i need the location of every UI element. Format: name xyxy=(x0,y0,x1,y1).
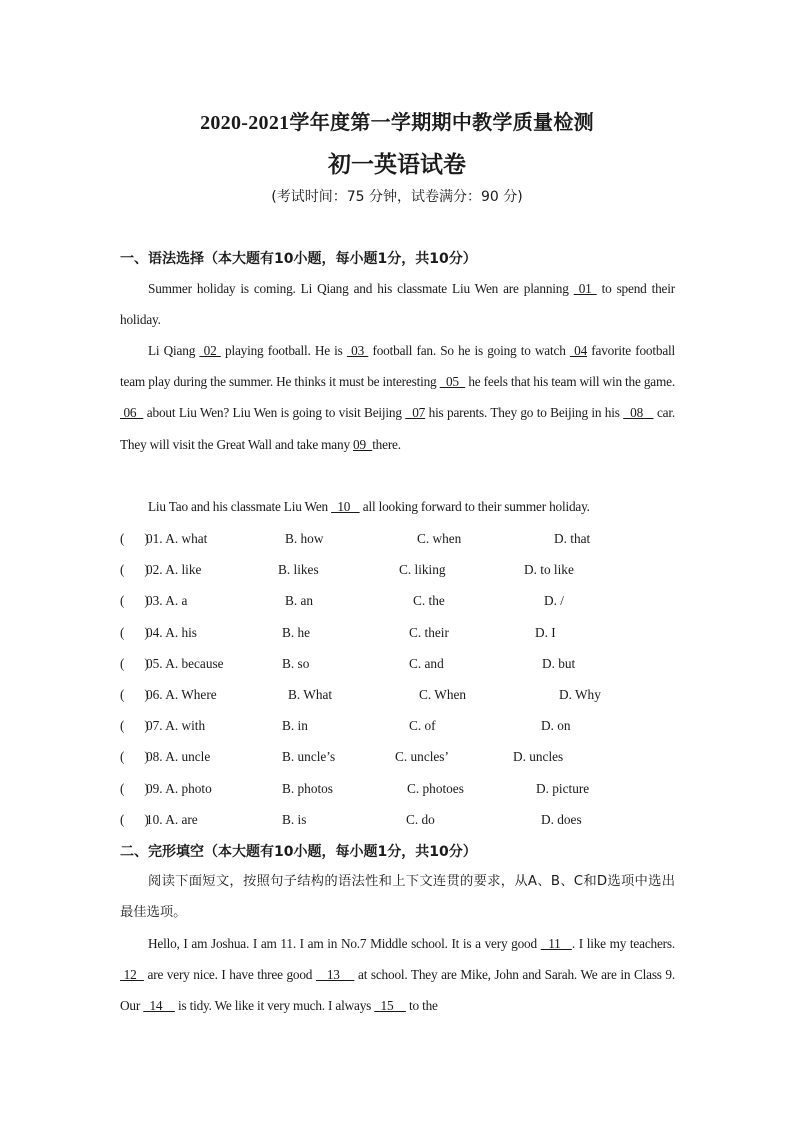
option-c: C. the xyxy=(413,593,445,608)
answer-paren[interactable]: ( ) xyxy=(120,812,149,827)
answer-paren[interactable]: ( ) xyxy=(120,593,149,608)
option-d: D. picture xyxy=(536,781,590,796)
answer-paren[interactable]: ( ) xyxy=(120,749,149,764)
option-a: 02. A. like xyxy=(146,562,202,577)
exam-title: 2020-2021学年度第一学期期中教学质量检测 xyxy=(200,112,594,134)
option-d: D. / xyxy=(544,593,564,608)
option-d: D. Why xyxy=(559,687,601,702)
blank-12: 12 xyxy=(120,967,144,983)
blank-06: 06 xyxy=(120,405,144,421)
option-a: 05. A. because xyxy=(146,656,224,671)
option-d: D. to like xyxy=(524,562,574,577)
blank-10: 10 xyxy=(331,499,360,514)
section2-paragraph-1: Hello, I am Joshua. I am 11. I am in No.7 Middle school. It is a very good 11 . I like my teachers. 12 are very nice. I have three good 13 at school. They are Mike, John and Sarah. We are in Class 9. Our 14 is tidy. We like it very much. I always 15 to the xyxy=(120,936,676,1014)
option-c: C. When xyxy=(419,687,467,702)
section1-paragraph-3: Liu Tao and his classmate Liu Wen 10 all looking forward to their summer holiday. xyxy=(148,499,590,514)
section2-heading: 二、完形填空（本大题有10小题，每小题1分，共10分） xyxy=(120,844,477,860)
option-c: C. liking xyxy=(399,562,446,577)
question-09 xyxy=(120,781,720,801)
answer-paren[interactable]: ( ) xyxy=(120,562,149,577)
option-d: D. on xyxy=(541,718,571,733)
question-01 xyxy=(120,531,720,551)
option-b: B. uncle’s xyxy=(282,749,336,764)
option-b: B. so xyxy=(282,656,310,671)
answer-paren[interactable]: ( ) xyxy=(120,718,149,733)
option-d: D. but xyxy=(542,656,576,671)
section1-paragraph-2: Li Qiang 02 playing football. He is 03 football fan. So he is going to watch 04 favorite football team play during the summer. He thinks it must be interesting 05 he feels that his team will win the game. 06 about Liu Wen? Liu Wen is going to visit Beijing 07 his parents. They go to Beijing in his 08 car. They will visit the Great Wall and take many 09 there. xyxy=(120,343,676,452)
blank-03: 03 xyxy=(346,343,369,358)
option-c: C. uncles’ xyxy=(395,749,449,764)
blank-07: 07 xyxy=(405,405,426,421)
blank-11: 11 xyxy=(540,936,572,951)
option-c: C. photoes xyxy=(407,781,464,796)
option-c: C. and xyxy=(409,656,444,671)
section2-instructions: 阅读下面短文，按照句子结构的语法性和上下文连贯的要求，从A、B、C和D选项中选出最佳选项。 xyxy=(120,874,675,921)
answer-paren[interactable]: ( ) xyxy=(120,687,149,702)
exam-subject-title: 初一英语试卷 xyxy=(328,152,466,177)
option-b: B. What xyxy=(288,687,333,702)
option-c: C. do xyxy=(406,812,435,827)
blank-08: 08 xyxy=(623,405,654,421)
blank-09: 09 xyxy=(353,436,373,452)
option-a: 09. A. photo xyxy=(146,781,212,796)
section1-paragraph-1: Summer holiday is coming. Li Qiang and his classmate Liu Wen are planning 01 to spend their holiday. xyxy=(120,281,675,328)
option-b: B. is xyxy=(282,812,307,827)
option-a: 04. A. his xyxy=(146,625,197,640)
blank-04: 04 xyxy=(569,343,588,358)
option-d: D. uncles xyxy=(513,749,564,764)
question-04 xyxy=(120,625,720,645)
option-b: B. how xyxy=(285,531,324,546)
answer-paren[interactable]: ( ) xyxy=(120,781,149,796)
answer-paren[interactable]: ( ) xyxy=(120,625,149,640)
option-a: 06. A. Where xyxy=(146,687,217,702)
option-b: B. likes xyxy=(278,562,319,577)
blank-01: 01 xyxy=(573,281,597,296)
option-a: 07. A. with xyxy=(146,718,206,733)
question-02 xyxy=(120,562,720,582)
option-c: C. their xyxy=(409,625,449,640)
blank-05: 05 xyxy=(439,374,466,390)
question-06 xyxy=(120,687,720,707)
blank-15: 15 xyxy=(374,998,406,1014)
question-10 xyxy=(120,812,720,832)
option-a: 10. A. are xyxy=(146,812,198,827)
blank-14: 14 xyxy=(143,998,175,1014)
option-d: D. I xyxy=(535,625,556,640)
blank-02: 02 xyxy=(199,343,221,358)
option-c: C. when xyxy=(417,531,462,546)
option-a: 08. A. uncle xyxy=(146,749,211,764)
option-c: C. of xyxy=(409,718,436,733)
option-a: 01. A. what xyxy=(146,531,208,546)
question-05 xyxy=(120,656,720,676)
blank-13: 13 xyxy=(315,967,355,983)
option-b: B. photos xyxy=(282,781,333,796)
exam-info: (考试时间：75 分钟，试卷满分：90 分) xyxy=(271,189,523,205)
question-03 xyxy=(120,593,720,613)
option-b: B. in xyxy=(282,718,308,733)
answer-paren[interactable]: ( ) xyxy=(120,531,149,546)
option-b: B. an xyxy=(285,593,314,608)
question-08 xyxy=(120,749,720,769)
section1-heading: 一、语法选择（本大题有10小题，每小题1分，共10分） xyxy=(120,251,477,267)
option-a: 03. A. a xyxy=(146,593,188,608)
option-d: D. that xyxy=(554,531,591,546)
answer-paren[interactable]: ( ) xyxy=(120,656,149,671)
question-07 xyxy=(120,718,720,738)
option-b: B. he xyxy=(282,625,311,640)
option-d: D. does xyxy=(541,812,582,827)
